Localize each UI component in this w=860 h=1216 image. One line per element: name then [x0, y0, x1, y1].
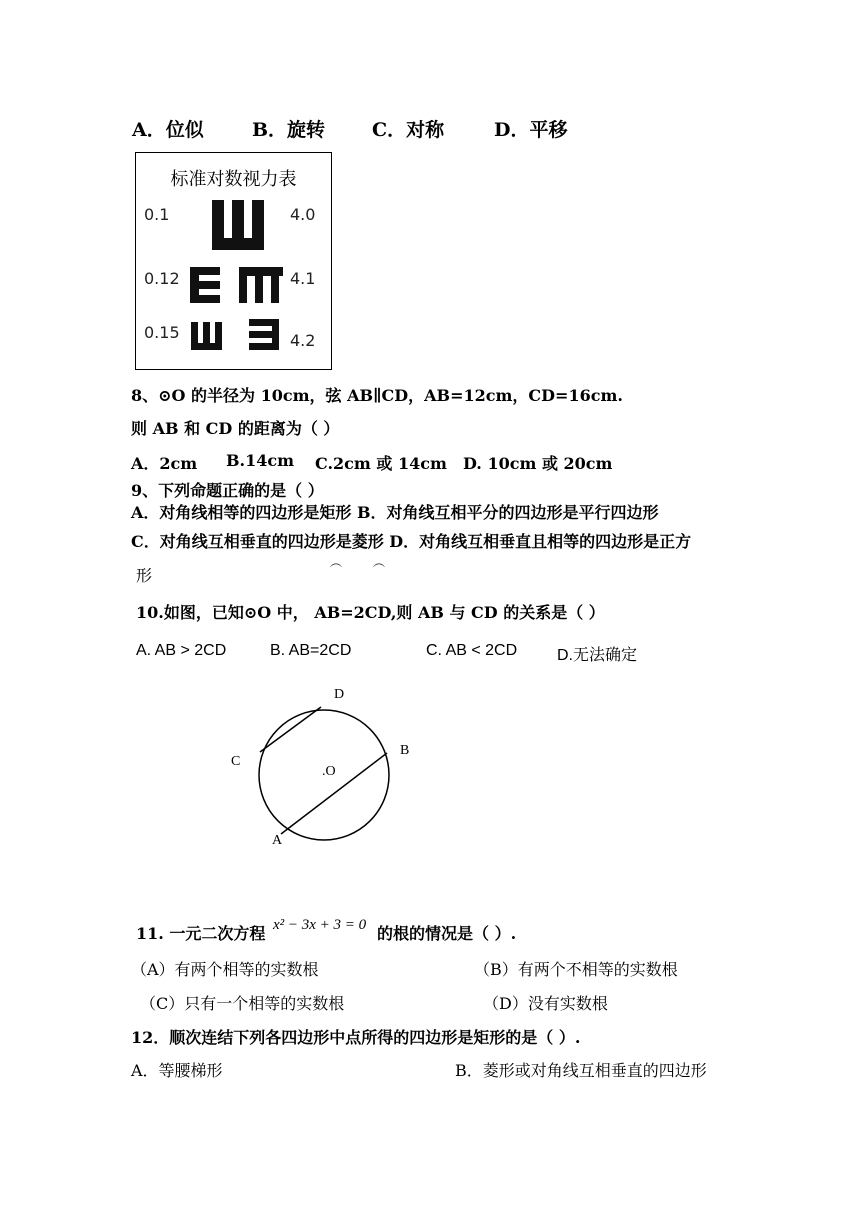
q8-option-d: D. 10cm 或 20cm	[463, 454, 613, 473]
q11-suffix: 的根的情况是（ ）.	[377, 924, 517, 943]
label-c: C	[231, 754, 241, 769]
arc-mark-ab: ︵	[330, 555, 343, 569]
q8-option-a: A．2cm	[131, 454, 198, 473]
q11-option-c: （C）只有一个相等的实数根	[140, 994, 345, 1013]
q9-stem: 9、下列命题正确的是（ ）	[131, 481, 324, 500]
optotype-e-up-small	[191, 322, 222, 350]
label-o: .O	[322, 764, 336, 779]
q7-option-a: A．位似	[132, 119, 204, 141]
vision-row-2-right: 4.1	[290, 269, 316, 288]
q11-option-d: （D）没有实数根	[483, 994, 608, 1013]
circle-figure	[220, 680, 440, 855]
q10-stem: 10.如图，已知⊙O 中， AB=2CD,则 AB 与 CD 的关系是（ ）	[136, 603, 605, 622]
e-optotypes	[135, 152, 332, 370]
q10-option-c: C. AB < 2CD	[426, 642, 518, 659]
q11-prefix: 11. 一元二次方程	[136, 924, 266, 943]
q11-option-a: （A）有两个相等的实数根	[131, 960, 319, 979]
vision-row-3-right: 4.2	[290, 331, 316, 350]
q10-option-a: A. AB > 2CD	[136, 642, 227, 659]
q7-option-c: C．对称	[372, 119, 445, 141]
q10-option-d: D.无法确定	[557, 647, 638, 664]
q8-option-c: C.2cm 或 14cm	[315, 454, 447, 473]
q9-options-ab: A．对角线相等的四边形是矩形 B．对角线互相平分的四边形是平行四边形	[131, 503, 659, 522]
vision-chart-figure	[135, 152, 332, 370]
q11-option-b: （B）有两个不相等的实数根	[474, 960, 678, 979]
q8-stem: 8、⊙O 的半径为 10cm，弦 AB∥CD，AB=12cm，CD=16cm.	[131, 386, 623, 405]
vision-row-2-left: 0.12	[144, 269, 180, 288]
optotype-e-left-small	[249, 319, 279, 350]
optotype-e-down-medium	[239, 267, 283, 303]
q8-line2: 则 AB 和 CD 的距离为（ ）	[131, 419, 340, 438]
q11-equation: x² − 3x + 3 = 0	[273, 917, 367, 933]
q8-option-b: B.14cm	[226, 451, 295, 470]
q10-option-b: B. AB=2CD	[270, 642, 352, 659]
label-d: D	[334, 687, 345, 702]
q9-options-cd-tail: 形	[136, 566, 153, 585]
q7-option-d: D．平移	[494, 119, 568, 141]
chord-cd	[260, 707, 321, 752]
q12-option-b: B．菱形或对角线互相垂直的四边形	[455, 1061, 707, 1080]
q12-stem: 12．顺次连结下列各四边形中点所得的四边形是矩形的是（ ）.	[131, 1028, 581, 1047]
vision-row-1-left: 0.1	[144, 205, 170, 224]
optotype-e-up-large	[212, 200, 264, 250]
arc-mark-cd: ︵	[373, 555, 386, 569]
q12-option-a: A．等腰梯形	[131, 1061, 223, 1080]
q7-option-b: B．旋转	[252, 119, 326, 141]
vision-row-1-right: 4.0	[290, 205, 316, 224]
label-b: B	[400, 743, 410, 758]
optotype-e-right-medium	[190, 267, 220, 303]
q9-options-cd: C．对角线互相垂直的四边形是菱形 D．对角线互相垂直且相等的四边形是正方	[131, 532, 692, 551]
vision-chart-title: 标准对数视力表	[170, 169, 297, 190]
vision-row-3-left: 0.15	[144, 323, 180, 342]
label-a: A	[272, 833, 283, 848]
